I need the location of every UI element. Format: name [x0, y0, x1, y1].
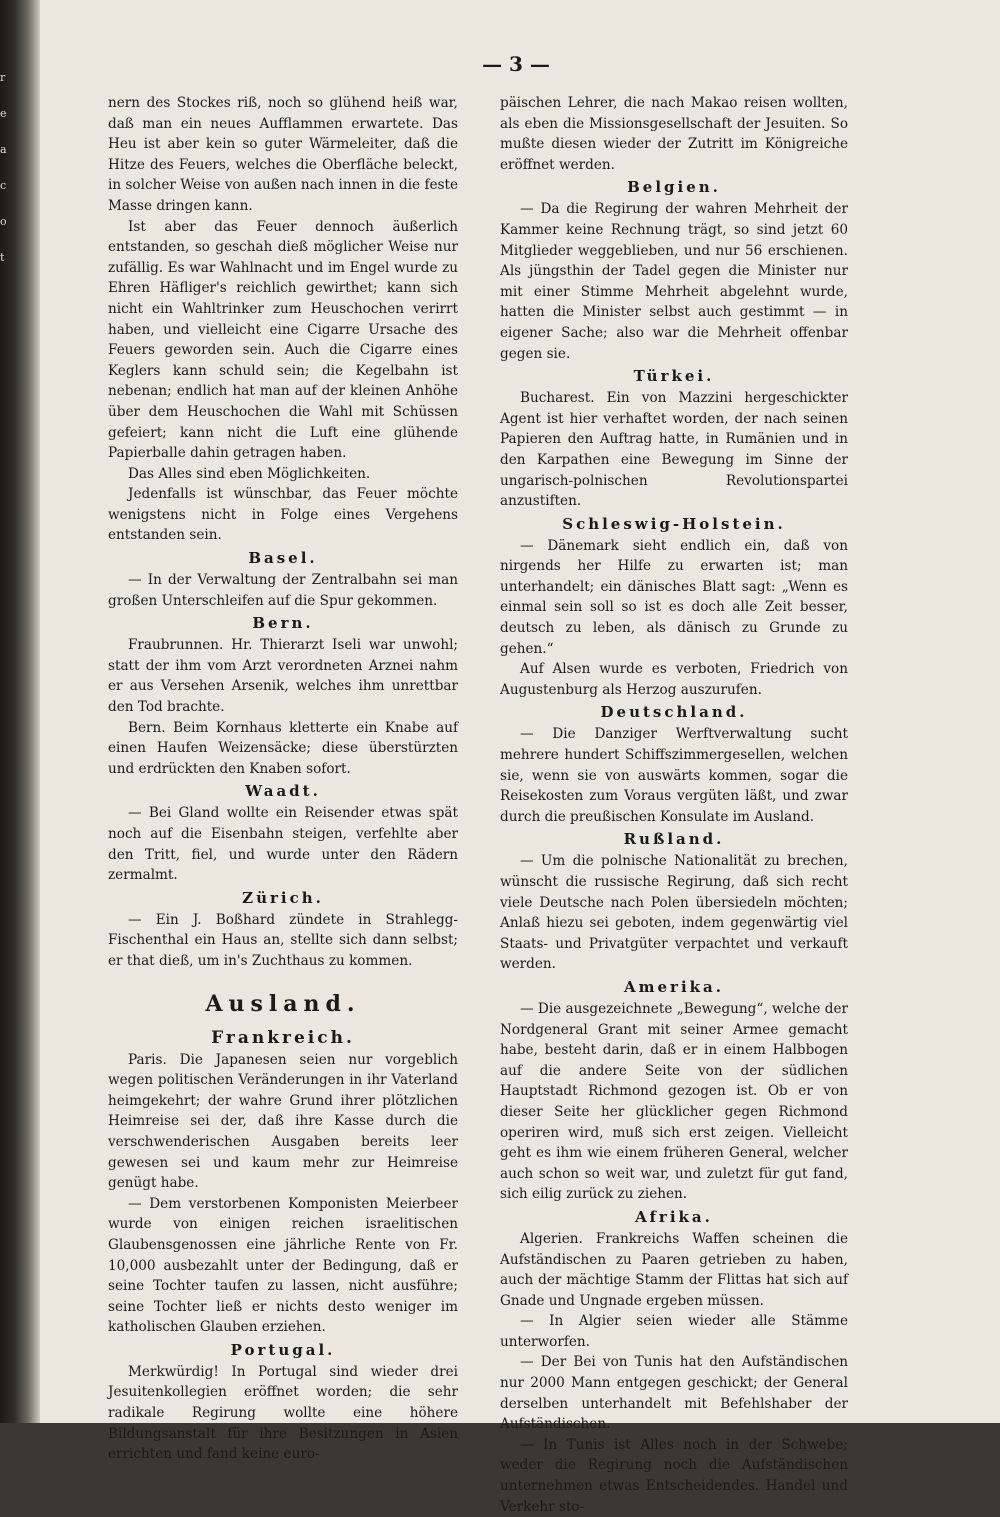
paragraph: Auf Alsen wurde es verboten, Friedrich von Augustenburg als Herzog auszurufen. — [500, 661, 848, 698]
paragraph: Bern. Beim Kornhaus kletterte ein Knabe auf einen Haufen Weizensäcke; diese überstürzten und erdrückten den Knaben sofort. — [108, 719, 458, 777]
paragraph: Jedenfalls ist wünschbar, das Feuer möchte wenigstens nicht in Folge eines Vergehens entstanden sein. — [108, 486, 458, 544]
paragraph: — Dänemark sieht endlich ein, daß von nirgends her Hilfe zu erwarten ist; man unterhandelt; ein dänisches Blatt sagt: „Wenn es einmal sein soll so ist es doch alle Zeit besser, deutsch zu leben, als dänisch zu Grunde zu gehen.“ — [500, 537, 848, 657]
section-heading-frankreich: Frankreich. — [211, 1027, 355, 1048]
section-heading-bern: Bern. — [252, 614, 314, 633]
section-heading-afrika: Afrika. — [635, 1207, 713, 1226]
section-heading-ausland: Ausland. — [205, 990, 361, 1017]
right-column — [500, 93, 848, 1517]
section-heading-waadt: Waadt. — [245, 782, 321, 801]
section-heading-tuerkei: Türkei. — [633, 367, 715, 386]
paragraph: Merkwürdig! In Portugal sind wieder drei Jesuitenkollegien eröffnet worden; die sehr radikale Regirung wollte eine höhere Bildungsanstalt für ihre Besitzungen in Asien errichten und fand keine euro- — [108, 1363, 458, 1463]
paragraph: nern des Stockes riß, noch so glühend heiß war, daß man ein neues Aufflammen erwartete. Das Heu ist aber kein so guter Wärmeleiter, daß die Hitze des Feuers, welches die Oberfläche beleckt, in solcher Weise von außen nach innen in die feste Masse dringen kann. — [108, 95, 458, 214]
paragraph: — Der Bei von Tunis hat den Aufständischen nur 2000 Mann entgegen geschickt; der General derselben unterhandelt mit Befehlshaber der Aufständischen. — [500, 1354, 848, 1433]
paragraph: — Um die polnische Nationalität zu brechen, wünscht die russische Regirung, daß sich recht viele Deutsche nach Polen übersiedeln möchten; Anlaß hiezu sei geboten, indem gegenwärtig viel Staats- und Privatgüter verpachtet und verkauft werden. — [500, 853, 848, 973]
paragraph: — Die Danziger Werftverwaltung sucht mehrere hundert Schiffszimmergesellen, welchen sie, wenn sie von auswärts kommen, sogar die Reisekosten zum Voraus vergüten läßt, und zwar durch die preußischen Konsulate im Ausland. — [500, 726, 848, 825]
paragraph: — In Algier seien wieder alle Stämme unterworfen. — [500, 1313, 848, 1350]
page-number: — 3 — — [482, 52, 550, 76]
paragraph: Das Alles sind eben Möglichkeiten. — [128, 465, 371, 482]
section-heading-deutschland: Deutschland. — [600, 703, 748, 722]
section-heading-portugal: Portugal. — [230, 1340, 336, 1359]
newspaper-page — [40, 0, 1000, 1515]
binding-gutter — [0, 0, 40, 1423]
section-heading-amerika: Amerika. — [624, 977, 724, 996]
section-heading-schleswig-holstein: Schleswig-Holstein. — [562, 514, 786, 533]
paragraph: — Bei Gland wollte ein Reisender etwas spät noch auf die Eisenbahn steigen, verfehlte aber den Tritt, fiel, und wurde unter den Rädern zermalmt. — [108, 805, 458, 884]
section-heading-zuerich: Zürich. — [242, 888, 324, 907]
paragraph: Ist aber das Feuer dennoch äußerlich entstanden, so geschah dieß möglicher Weise nur zufällig. Es war Wahlnacht und im Engel wurde zu Ehren Häfliger's reichlich gewirthet; kann sich nicht ein Wahltrinker zum Heuschochen verirrt haben, und vielleicht eine Cigarre Ursache des Feuers geworden sein. Auch die Cigarre eines Keglers kann schuld sein; die Kegelbahn ist nebenan; endlich hat man auf der kleinen Anhöhe über dem Heuschochen die Wahl mit Schüssen gefeiert; kann nicht die Luft eine glühende Papierballe dahin getragen haben. — [108, 218, 458, 462]
paragraph: Paris. Die Japanesen seien nur vorgeblich wegen politischen Veränderungen in ihr Vaterland heimgekehrt; der wahre Grund ihrer plötzlichen Heimreise sei der, daß ihre Kasse durch die verschwenderischen Ausgaben bereits leer gewesen sei und kaum mehr zur Heimreise genügt habe. — [108, 1051, 458, 1192]
paragraph: päischen Lehrer, die nach Makao reisen wollten, als eben die Missionsgesellschaft der Jesuiten. So mußte diesen wieder der Zutritt im Königreiche eröffnet werden. — [500, 95, 848, 173]
paragraph: Fraubrunnen. Hr. Thierarzt Iseli war unwohl; statt der ihm vom Arzt verordneten Arznei nahm er aus Versehen Arsenik, welches ihm unrettbar den Tod brachte. — [108, 637, 458, 716]
left-column — [108, 93, 458, 1465]
section-heading-belgien: Belgien. — [627, 178, 721, 197]
section-heading-russland: Rußland. — [623, 830, 725, 849]
paragraph: — Die ausgezeichnete „Bewegung“, welche der Nordgeneral Grant mit seiner Armee gemacht habe, besteht darin, daß er in einem Halbbogen auf die andere Seite von der südlichen Hauptstadt Richmond gezogen ist. Ob er von dieser Seite her glücklicher gegen Richmond operiren wird, muß sich erst zeigen. Vielleicht geht es ihm wie einem früheren General, welcher auch schon so weit war, und zuletzt für gut fand, sich eilig zurück zu ziehen. — [500, 1000, 848, 1203]
paragraph: — Ein J. Boßhard zündete in Strahlegg-Fischenthal ein Haus an, stellte sich dann selbst; er that dieß, um in's Zuchthaus zu kommen. — [108, 911, 458, 969]
paragraph: — Dem verstorbenen Komponisten Meierbeer wurde von einigen reichen israelitischen Glaubensgenossen eine jährliche Rente von Fr. 10,000 ausbezahlt unter der Bedingung, daß er seine Tochter taufen zu lassen, nicht ausführe; seine Tochter ließ er nichts desto weniger im katholischen Glauben erziehen. — [108, 1195, 458, 1336]
section-heading-basel: Basel. — [248, 549, 318, 568]
spine-fragments: r e a c o t — [0, 71, 7, 264]
paragraph: — Da die Regirung der wahren Mehrheit der Kammer keine Rechnung trägt, so sind jetzt 60 Mitglieder weggeblieben, und nur 56 erschienen. Als jüngsthin der Tadel gegen die Minister nur mit einer Stimme Mehrheit abgelehnt wurde, hatten die Minister selbst auch gestimmt — in eigener Sache; also war die Mehrheit offenbar gegen sie. — [500, 201, 848, 362]
paragraph: Bucharest. Ein von Mazzini hergeschickter Agent ist hier verhaftet worden, der nach seinen Papieren den Auftrag hatte, in Rumänien und in den Karpathen eine Bewegung im Sinne der ungarisch-polnischen Revolutionspartei anzustiften. — [500, 390, 848, 510]
paragraph: Algerien. Frankreichs Waffen scheinen die Aufständischen zu Paaren getrieben zu haben, auch der mächtige Stamm der Flittas hat sich auf Gnade und Ungnade ergeben müssen. — [500, 1230, 848, 1309]
paragraph: — In der Verwaltung der Zentralbahn sei man großen Unterschleifen auf die Spur gekommen. — [108, 572, 458, 609]
paragraph: — In Tunis ist Alles noch in der Schwebe; weder die Regirung noch die Aufständischen unternehmen etwas Entscheidendes. Handel und Verkehr sto- — [500, 1436, 848, 1515]
